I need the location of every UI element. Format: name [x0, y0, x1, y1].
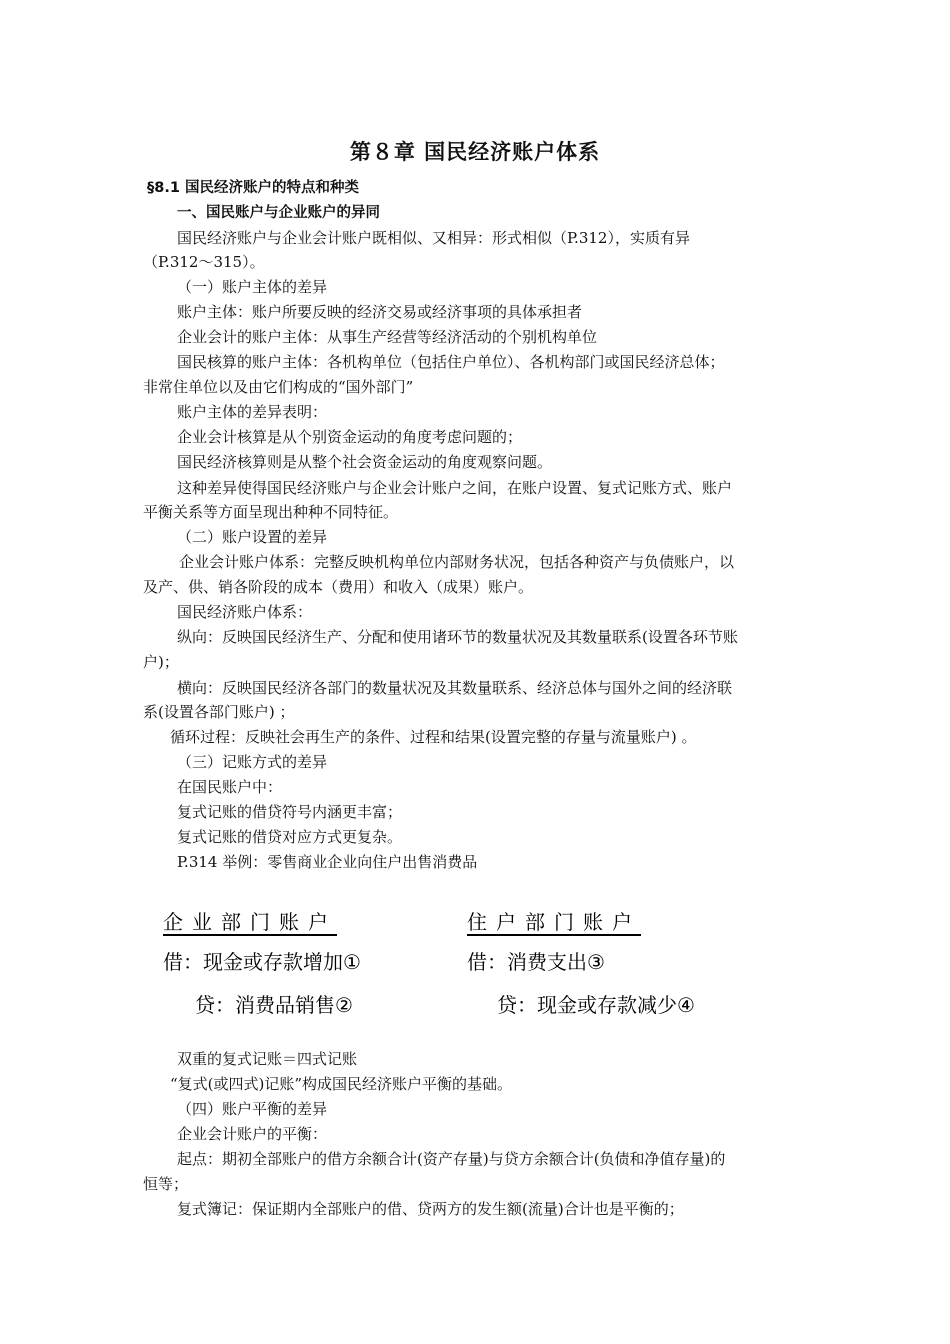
- paragraph-line: 复式簿记：保证期内全部账户的借、贷两方的发生额(流量)合计也是平衡的；: [177, 1200, 684, 1218]
- paragraph-line: 系(设置各部门账户) ；: [143, 703, 295, 721]
- paragraph-line: 企业会计账户的平衡：: [177, 1125, 328, 1143]
- household-account-header: 住户部门账户: [467, 910, 641, 934]
- paragraph-line: 这种差异使得国民经济账户与企业会计账户之间，在账户设置、复式记账方式、账户: [177, 479, 733, 497]
- paragraph-line: 复式记账的借贷对应方式更复杂。: [177, 828, 403, 846]
- section-heading: §8.1 国民经济账户的特点和种类: [147, 180, 359, 196]
- paragraph-line: P.314 举例：零售商业企业向住户出售消费品: [177, 853, 478, 871]
- paragraph-line: 企业会计的账户主体：从事生产经营等经济活动的个别机构单位: [177, 328, 598, 346]
- paragraph-line: 国民经济账户体系：: [177, 603, 313, 621]
- paragraph-line: 恒等；: [143, 1175, 189, 1193]
- household-debit-entry: 借：消费支出③: [467, 950, 605, 974]
- paragraph-line: 纵向：反映国民经济生产、分配和使用诸环节的数量状况及其数量联系(设置各环节账: [177, 628, 738, 646]
- paragraph-line: 在国民账户中：: [177, 778, 283, 796]
- paragraph-line: 账户主体：账户所要反映的经济交易或经济事项的具体承担者: [177, 303, 583, 321]
- chapter-title: 第８章 国民经济账户体系: [349, 140, 601, 164]
- paragraph-line: 及产、供、销各阶段的成本（费用）和收入（成果）账户。: [143, 578, 534, 596]
- paragraph-line: 横向：反映国民经济各部门的数量状况及其数量联系、经济总体与国外之间的经济联: [177, 679, 733, 697]
- paragraph-line: 企业会计账户体系：完整反映机构单位内部财务状况，包括各种资产与负债账户，以: [179, 553, 735, 571]
- subheading: 一、国民账户与企业账户的异同: [177, 205, 380, 221]
- paragraph-line: 双重的复式记账＝四式记账: [177, 1050, 358, 1068]
- paragraph-line: （三）记账方式的差异: [177, 753, 328, 771]
- paragraph-line: 起点：期初全部账户的借方余额合计(资产存量)与贷方余额合计(负债和净值存量)的: [177, 1150, 726, 1168]
- accounting-entries-figure: [145, 900, 805, 1030]
- paragraph-line: 平衡关系等方面呈现出种种不同特征。: [143, 503, 399, 521]
- household-credit-entry: 贷：现金或存款减少④: [497, 993, 695, 1017]
- paragraph-line: 国民经济账户与企业会计账户既相似、又相异：形式相似（P.312），实质有异: [177, 229, 690, 247]
- paragraph-line: 国民经济核算则是从整个社会资金运动的角度观察问题。: [177, 453, 553, 471]
- paragraph-line: （二）账户设置的差异: [177, 528, 328, 546]
- paragraph-line: 国民核算的账户主体：各机构单位（包括住户单位）、各机构部门或国民经济总体；: [177, 353, 725, 371]
- enterprise-credit-entry: 贷：消费品销售②: [195, 993, 353, 1017]
- paragraph-line: 户)；: [143, 653, 179, 671]
- enterprise-account-header: 企业部门账户: [163, 910, 337, 934]
- paragraph-line: 企业会计核算是从个别资金运动的角度考虑问题的；: [177, 428, 523, 446]
- paragraph-line: “复式(或四式)记账”构成国民经济账户平衡的基础。: [170, 1075, 513, 1093]
- enterprise-debit-entry: 借：现金或存款增加①: [163, 950, 361, 974]
- paragraph-line: 账户主体的差异表明：: [177, 403, 328, 421]
- paragraph-line: 复式记账的借贷符号内涵更丰富；: [177, 803, 403, 821]
- paragraph-line: 非常住单位以及由它们构成的“国外部门”: [143, 378, 414, 396]
- paragraph-line: （一）账户主体的差异: [177, 278, 328, 296]
- paragraph-line: （P.312～315）。: [143, 253, 265, 271]
- paragraph-line: 循环过程：反映社会再生产的条件、过程和结果(设置完整的存量与流量账户) 。: [170, 728, 697, 746]
- paragraph-line: （四）账户平衡的差异: [177, 1100, 328, 1118]
